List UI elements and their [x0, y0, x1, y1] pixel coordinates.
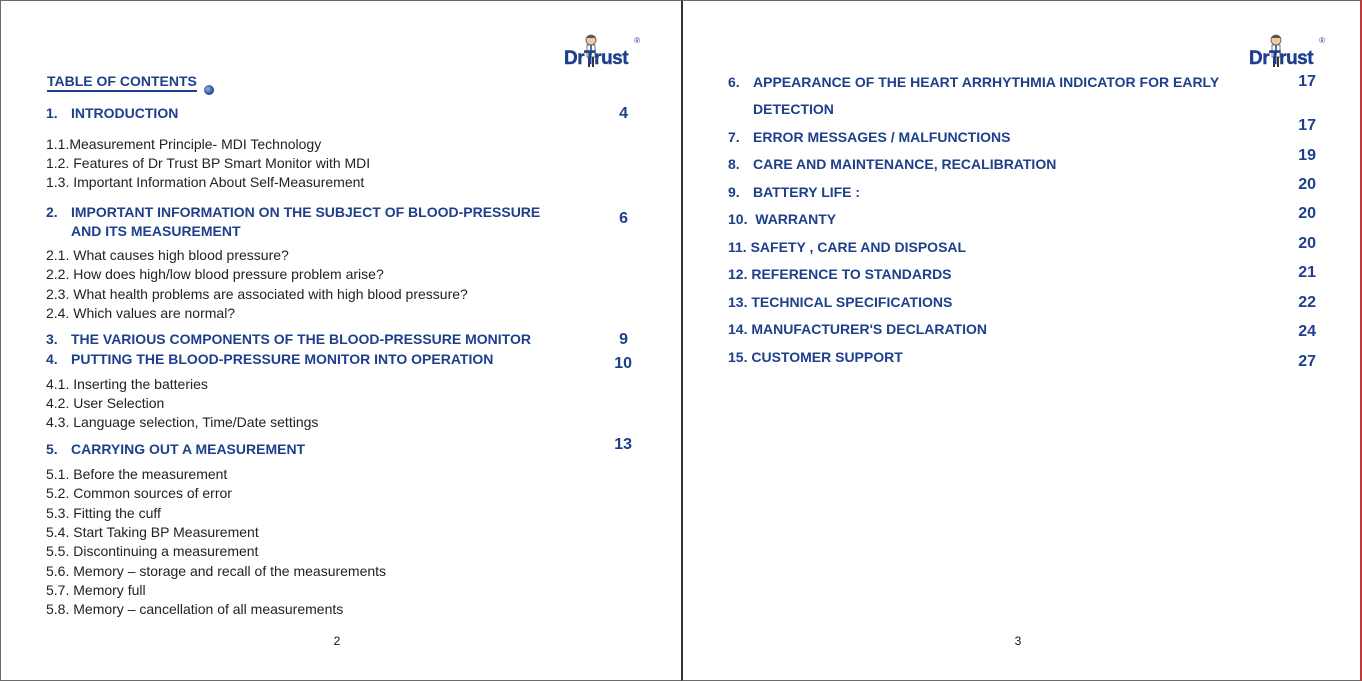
toc-heading-13[interactable]: 13. TECHNICAL SPECIFICATIONS	[728, 294, 953, 310]
toc-page-r10: 27	[1298, 353, 1316, 370]
dr-trust-logo-right	[1249, 33, 1325, 73]
toc-heading-11[interactable]: 11. SAFETY , CARE AND DISPOSAL	[728, 239, 967, 255]
toc-heading-15[interactable]: 15. CUSTOMER SUPPORT	[728, 349, 903, 365]
registered-mark: ®	[1319, 36, 1325, 45]
toc-sub-4-1[interactable]: 4.1. Inserting the batteries	[46, 376, 208, 392]
toc-heading-6[interactable]: 6. APPEARANCE OF THE HEART ARRHYTHMIA INDICATOR FOR EARLY	[728, 74, 1220, 90]
toc-heading-3[interactable]: 3. THE VARIOUS COMPONENTS OF THE BLOOD-PRESSURE MONITOR	[46, 331, 531, 347]
toc-heading-6-line2[interactable]: DETECTION	[753, 101, 834, 117]
toc-heading-4[interactable]: 4. PUTTING THE BLOOD-PRESSURE MONITOR INTO OPERATION	[46, 351, 494, 367]
toc-sub-1-2[interactable]: 1.2. Features of Dr Trust BP Smart Monitor with MDI	[46, 155, 371, 171]
toc-page-r6: 20	[1298, 235, 1316, 252]
toc-sub-5-4[interactable]: 5.4. Start Taking BP Measurement	[46, 524, 259, 540]
toc-heading-2-line2[interactable]: AND ITS MEASUREMENT	[71, 223, 241, 239]
toc-sub-5-7[interactable]: 5.7. Memory full	[46, 582, 146, 598]
toc-sub-2-4[interactable]: 2.4. Which values are normal?	[46, 305, 236, 321]
toc-sub-2-1[interactable]: 2.1. What causes high blood pressure?	[46, 247, 289, 263]
toc-heading-9[interactable]: 9. BATTERY LIFE :	[728, 184, 861, 200]
toc-sub-5-6[interactable]: 5.6. Memory – storage and recall of the measurements	[46, 563, 387, 579]
toc-page-r1: 17	[1298, 73, 1316, 90]
toc-page-r3: 19	[1298, 147, 1316, 164]
toc-page-r8: 22	[1298, 294, 1316, 311]
toc-page-r4: 20	[1298, 176, 1316, 193]
toc-heading-10[interactable]: 10. WARRANTY	[728, 211, 837, 227]
toc-page-2: 6	[619, 210, 628, 227]
toc-heading-14[interactable]: 14. MANUFACTURER'S DECLARATION	[728, 321, 987, 337]
toc-sub-1-1[interactable]: 1.1.Measurement Principle- MDI Technology	[46, 136, 322, 152]
toc-heading-1[interactable]: 1. INTRODUCTION	[46, 105, 179, 121]
page-number-left: 2	[333, 634, 341, 648]
dr-trust-logo	[564, 33, 640, 73]
toc-page-r9: 24	[1298, 323, 1316, 340]
toc-page-3: 9	[619, 331, 628, 348]
toc-sub-5-2[interactable]: 5.2. Common sources of error	[46, 485, 232, 501]
toc-page-4: 10	[614, 355, 632, 372]
toc-page-r7: 21	[1298, 264, 1316, 281]
toc-sub-5-1[interactable]: 5.1. Before the measurement	[46, 466, 228, 482]
toc-heading-7[interactable]: 7. ERROR MESSAGES / MALFUNCTIONS	[728, 129, 1011, 145]
page-number-right: 3	[1014, 634, 1022, 648]
toc-sub-4-2[interactable]: 4.2. User Selection	[46, 395, 165, 411]
registered-mark: ®	[634, 36, 640, 45]
toc-heading-12[interactable]: 12. REFERENCE TO STANDARDS	[728, 266, 952, 282]
toc-sub-1-3[interactable]: 1.3. Important Information About Self-Measurement	[46, 174, 365, 190]
toc-sub-5-3[interactable]: 5.3. Fitting the cuff	[46, 505, 161, 521]
toc-page-5: 13	[614, 436, 632, 453]
toc-page-1: 4	[619, 105, 628, 122]
logo-text: DrTrust	[1249, 48, 1314, 69]
toc-page-r2: 17	[1298, 117, 1316, 134]
toc-title: TABLE OF CONTENTS	[47, 73, 197, 92]
toc-sub-2-2[interactable]: 2.2. How does high/low blood pressure problem arise?	[46, 266, 384, 282]
toc-heading-8[interactable]: 8. CARE AND MAINTENANCE, RECALIBRATION	[728, 156, 1057, 172]
right-page	[681, 0, 1362, 681]
toc-page-r5: 20	[1298, 205, 1316, 222]
toc-sub-5-8[interactable]: 5.8. Memory – cancellation of all measurements	[46, 601, 344, 617]
logo-text: DrTrust	[564, 48, 629, 69]
toc-heading-2[interactable]: 2. IMPORTANT INFORMATION ON THE SUBJECT OF BLOOD-PRESSURE	[46, 204, 541, 220]
toc-sub-5-5[interactable]: 5.5. Discontinuing a measurement	[46, 543, 259, 559]
title-bullet-icon	[204, 85, 214, 95]
toc-sub-4-3[interactable]: 4.3. Language selection, Time/Date settings	[46, 414, 319, 430]
toc-heading-5[interactable]: 5. CARRYING OUT A MEASUREMENT	[46, 441, 306, 457]
toc-sub-2-3[interactable]: 2.3. What health problems are associated with high blood pressure?	[46, 286, 468, 302]
